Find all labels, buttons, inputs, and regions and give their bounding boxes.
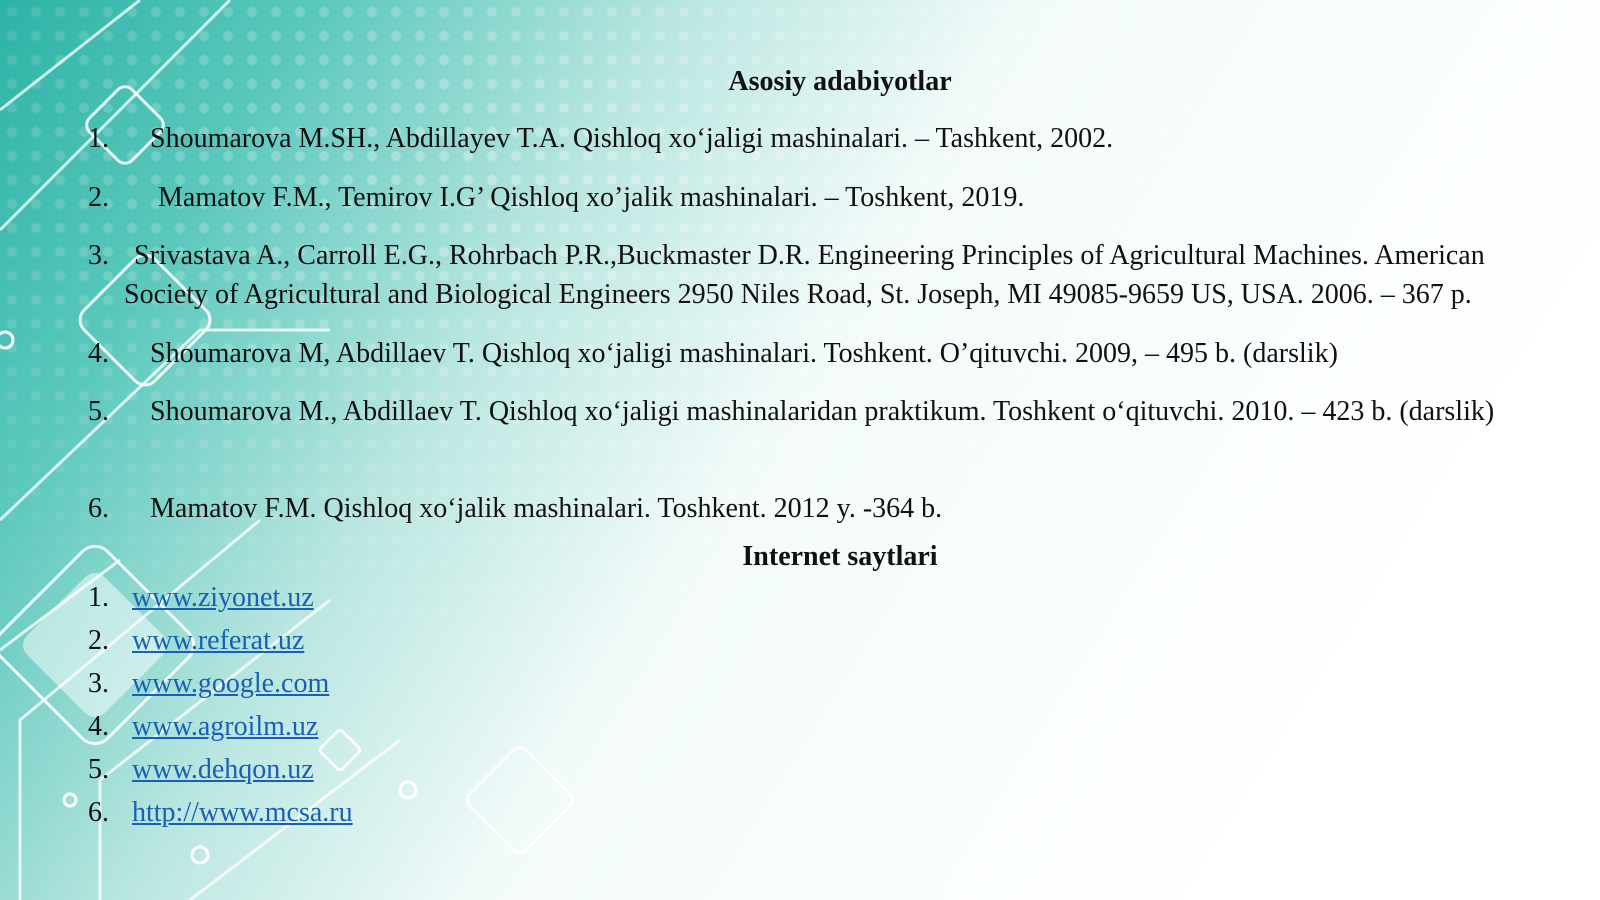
website-link[interactable]: www.google.com — [132, 668, 330, 699]
reference-number: 6. — [88, 493, 109, 524]
website-link[interactable]: www.dehqon.uz — [132, 754, 314, 785]
reference-number: 2. — [88, 182, 109, 213]
website-item — [88, 581, 314, 615]
website-link[interactable]: www.referat.uz — [132, 625, 305, 656]
reference-item — [88, 236, 1588, 314]
reference-item — [88, 119, 1588, 158]
website-link[interactable]: http://www.mcsa.ru — [132, 797, 353, 828]
reference-text: Shoumarova M., Abdillaev T. Qishloq xo‘jaligi mashinalaridan praktikum. Toshkent o‘qituvchi. 2010. – 423 b. (darslik) — [150, 396, 1495, 427]
reference-text-line1: Srivastava A., Carroll E.G., Rohrbach P.R.,Buckmaster D.R. Engineering Principles of Agricultural Machines. American — [134, 240, 1485, 271]
reference-number: 5. — [88, 396, 109, 427]
website-number: 3. — [88, 668, 109, 699]
website-number: 6. — [88, 797, 109, 828]
website-item — [88, 753, 314, 787]
website-number: 5. — [88, 754, 109, 785]
reference-text: Mamatov F.M., Temirov I.G’ Qishloq xo’jalik mashinalari. – Toshkent, 2019. — [158, 182, 1025, 213]
website-item — [88, 667, 329, 701]
reference-text: Shoumarova M.SH., Abdillayev T.A. Qishloq xo‘jaligi mashinalari. – Tashkent, 2002. — [150, 123, 1114, 154]
reference-number: 4. — [88, 338, 109, 369]
reference-text-line2: Society of Agricultural and Biological Engineers 2950 Niles Road, St. Joseph, MI 49085-9659 US, USA. 2006. – 367 p. — [124, 279, 1472, 310]
reference-text: Mamatov F.M. Qishloq xo‘jalik mashinalari. Toshkent. 2012 y. -364 b. — [150, 493, 943, 524]
website-item — [88, 710, 318, 744]
website-number: 1. — [88, 582, 109, 613]
reference-item — [88, 178, 1588, 217]
website-item — [88, 796, 353, 830]
reference-number: 1. — [88, 123, 109, 154]
website-number: 4. — [88, 711, 109, 742]
reference-item — [88, 392, 1588, 431]
reference-item — [88, 334, 1588, 373]
reference-item — [88, 489, 1588, 528]
website-item — [88, 624, 304, 658]
heading-internet-sites: Internet saytlari — [742, 541, 938, 572]
website-link[interactable]: www.agroilm.uz — [132, 711, 319, 742]
reference-text: Shoumarova M, Abdillaev T. Qishloq xo‘jaligi mashinalari. Toshkent. O’qituvchi. 2009, – 495 b. (darslik) — [150, 338, 1338, 369]
website-link[interactable]: www.ziyonet.uz — [132, 582, 314, 613]
heading-main-literature: Asosiy adabiyotlar — [728, 66, 952, 97]
website-number: 2. — [88, 625, 109, 656]
reference-number: 3. — [88, 240, 109, 271]
